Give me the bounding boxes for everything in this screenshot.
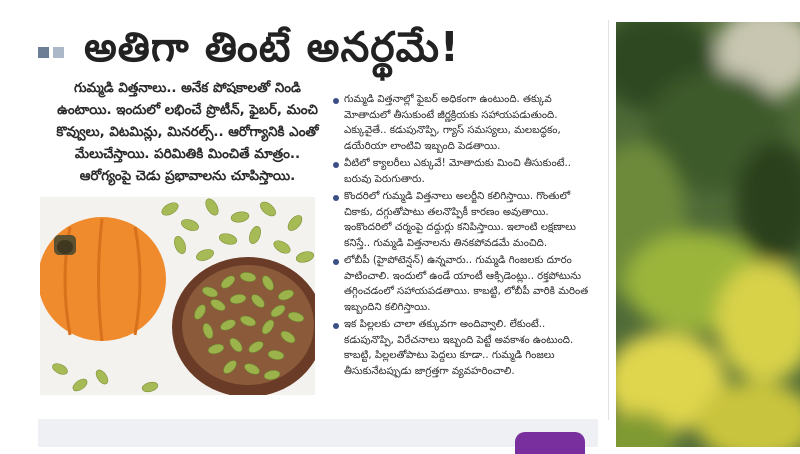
intro-paragraph: గుమ్మడి విత్తనాలు.. అనేక పోషకాలతో నిండి ఉంటాయి. ఇందులో లభించే ప్రొటీన్, ఫైబర్, మంచి కొవ్వులు, విటమిన్లు, మినరల్స్.. ఆరోగ్యానికి ఎంతో మేలుచేస్తాయి. పరిమితికి మించితే మాత్రం.. ఆరోగ్యంపై చెడు ప్రభావాలను చూపిస్తాయి. xyxy=(56,81,319,184)
background-nature-photo xyxy=(616,22,800,447)
list-item-text: లోబీపీ (హైపోటెన్షన్) ఉన్నవారు.. గుమ్మడి గింజలకు దూరం పాటించాలి. ఇందులో ఉండే యాంటీ ఆక్సిడెంట్లు.. రక్తపోటును తగ్గించడంలో సహాయపడతాయి. కాబట్టి, లోబీపీ వారికి మరింత ఇబ్బందిని కలిగిస్తాయి. xyxy=(344,255,589,313)
list-item-text: కొందరిలో గుమ్మడి విత్తనాలు అలర్జీని కలిగిస్తాయి. గొంతులో చికాకు, దగ్గుతోపాటు తలనొప్పికీ కారణం అవుతాయి. ఇంకొందరిలో చర్మంపై దద్దుర్లు కనిపిస్తాయి. ఇలాంటి లక్షణాలు కనిస్తే.. గుమ్మడి విత్తనాలను తినకపోవడమే మంచిది. xyxy=(344,191,576,249)
bullet-dot-icon xyxy=(333,162,339,168)
list-item xyxy=(333,253,593,315)
footer-tab-button[interactable] xyxy=(515,432,585,454)
headline: అతిగా తింటే అనర్థమే! xyxy=(84,23,460,71)
list-item-text: గుమ్మడి విత్తనాల్లో ఫైబర్ అధికంగా ఉంటుంది. తక్కువ మోతాదులో తీసుకుంటే జీర్ణక్రియకు సహాయపడుతుంది. ఎక్కువైతే.. కడుపునొప్పి, గ్యాస్ సమస్యలు, మలబద్ధకం, డయేరియా లాంటివి ఇబ్బంది పెడతాయి. xyxy=(344,94,561,152)
list-item-text: ఇక పిల్లలకు చాలా తక్కువగా అందివ్వాలి. లేకుంటే.. కడుపునొప్పి, విరేచనాలు ఇబ్బంది పెట్టే అవకాశం ఉంటుంది. కాబట్టి, పిల్లలతోపాటు పెద్దలు కూడా.. గుమ్మడి గింజలు తీసుకునేటప్పుడు జాగ్రత్తగా వ్యవహరించాలి. xyxy=(344,319,574,377)
square-bullet-icon xyxy=(38,47,49,58)
list-item xyxy=(333,189,593,251)
list-item-text: వీటిలో క్యాలరీలు ఎక్కువే! మోతాదుకు మించి తీసుకుంటే.. బరువు పెరుగుతారు. xyxy=(344,158,571,185)
pumpkin-seeds-photo xyxy=(40,197,315,395)
bullet-dot-icon xyxy=(333,259,339,265)
bullet-list xyxy=(333,92,593,381)
bullet-dot-icon xyxy=(333,323,339,329)
list-item xyxy=(333,92,593,154)
bullet-dot-icon xyxy=(333,98,339,104)
list-item xyxy=(333,156,593,187)
list-item xyxy=(333,317,593,379)
square-bullet-icon xyxy=(53,47,64,58)
column-divider xyxy=(608,20,609,420)
footer-bar xyxy=(38,419,598,447)
bullet-dot-icon xyxy=(333,195,339,201)
headline-block xyxy=(38,23,460,78)
